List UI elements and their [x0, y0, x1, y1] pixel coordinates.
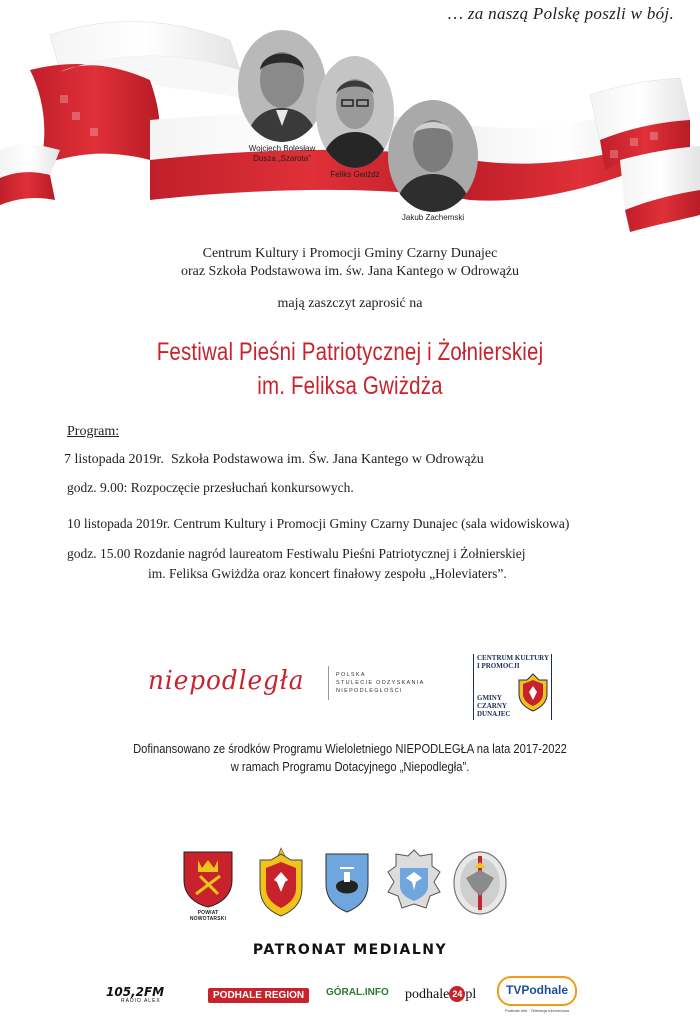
- niepodlegla-small-3: NIEPODLEGŁOŚCI: [336, 688, 403, 694]
- motto: … za naszą Polskę poszli w bój.: [447, 4, 674, 23]
- program-heading: Program:: [67, 424, 120, 439]
- niepodlegla-script: niepodległa: [148, 666, 305, 696]
- program-day-2-date: 10 listopada 2019r.: [67, 516, 171, 531]
- program-day-1-date: 7 listopada 2019r.: [64, 452, 164, 467]
- niepodlegla-logo: [148, 660, 438, 706]
- program-day-2-place: Centrum Kultury i Promocji Gminy Czarny Dunajec (sala widowiskowa): [173, 516, 570, 531]
- military-eagle-crest: [452, 850, 508, 916]
- powiat-crest-icon: [180, 850, 236, 908]
- radio-alex-logo: 105,2FM: [106, 985, 165, 999]
- tvpodhale-sub: Podhale.info · Telewizja Internetowa: [505, 1008, 569, 1013]
- powiat-caption: POWIAT NOWOTARSKI: [189, 910, 227, 922]
- radio-alex-sub: RADIO ALEX: [121, 998, 161, 1004]
- podhale24-logo: podhale 24 pl: [405, 987, 477, 1002]
- program-day-1-event: godz. 9.00: Rozpoczęcie przesłuchań konkursowych.: [67, 480, 354, 495]
- niepodlegla-separator: [328, 666, 329, 700]
- portrait-caption-zachemski: Jakub Zachemski: [401, 213, 465, 222]
- funding-line-2: w ramach Programu Dotacyjnego „Niepodległa”.: [230, 759, 470, 774]
- podhale-region-logo: PODHALE REGION: [208, 988, 309, 1003]
- odrowaz-crest: [324, 852, 370, 914]
- program-day-2-event-line-2: im. Feliksa Gwiżdża oraz koncert finałowy zespołu „Holeviaters”.: [148, 566, 507, 581]
- niepodlegla-small-1: POLSKA: [336, 672, 366, 678]
- tvpodhale-logo: TVPodhale: [497, 976, 577, 1006]
- portrait-jakub-zachemski: [388, 100, 478, 212]
- powiat-nowotarski-crest: [180, 850, 236, 920]
- festival-title-line-1: Festiwal Pieśni Patriotycznej i Żołnierskiej: [156, 338, 544, 366]
- invitation-text: mają zaszczyt zaprosić na: [277, 296, 423, 311]
- niepodlegla-small-2: STULECIE ODZYSKANIA: [336, 680, 425, 686]
- program-day-1: [64, 452, 484, 468]
- festival-title-line-2: im. Feliksa Gwiżdża: [257, 372, 443, 400]
- organizer-line-1: Centrum Kultury i Promocji Gminy Czarny Dunajec: [202, 246, 498, 261]
- gmina-czarny-dunajec-crest: [258, 846, 304, 918]
- ck-crest-icon: [517, 672, 549, 712]
- organizer-line-2: oraz Szkoła Podstawowa im. św. Jana Kantego w Odrowążu: [180, 264, 520, 279]
- portrait-feliks-gwizdz: [316, 56, 394, 168]
- centrum-kultury-logo: CENTRUM KULTURY I PROMOCJI GMINY CZARNY DUNAJEC: [473, 652, 555, 722]
- goral-info-logo: GÓRAL.INFO: [326, 987, 389, 998]
- portrait-caption-dusza: Wojciech Bolesław Dusza „Szarota”: [248, 144, 316, 163]
- program-day-1-place: Szkoła Podstawowa im. Św. Jana Kantego w Odrowążu: [170, 452, 484, 467]
- podhale24-badge: 24: [449, 986, 465, 1002]
- patronat-medialny-heading: PATRONAT MEDIALNY: [252, 942, 448, 958]
- program-day-2: [67, 516, 569, 532]
- portrait-wojciech-dusza: [238, 30, 326, 142]
- funding-line-1: Dofinansowano ze środków Programu Wieloletniego NIEPODLEGŁA na lata 2017-2022: [133, 741, 567, 756]
- program-day-2-event-line-1: godz. 15.00 Rozdanie nagród laureatom Festiwalu Pieśni Patriotycznej i Żołnierskiej: [67, 546, 526, 561]
- podhale-crest: [386, 848, 442, 914]
- portrait-caption-gwizdz: Feliks Gwiżdż: [330, 170, 380, 179]
